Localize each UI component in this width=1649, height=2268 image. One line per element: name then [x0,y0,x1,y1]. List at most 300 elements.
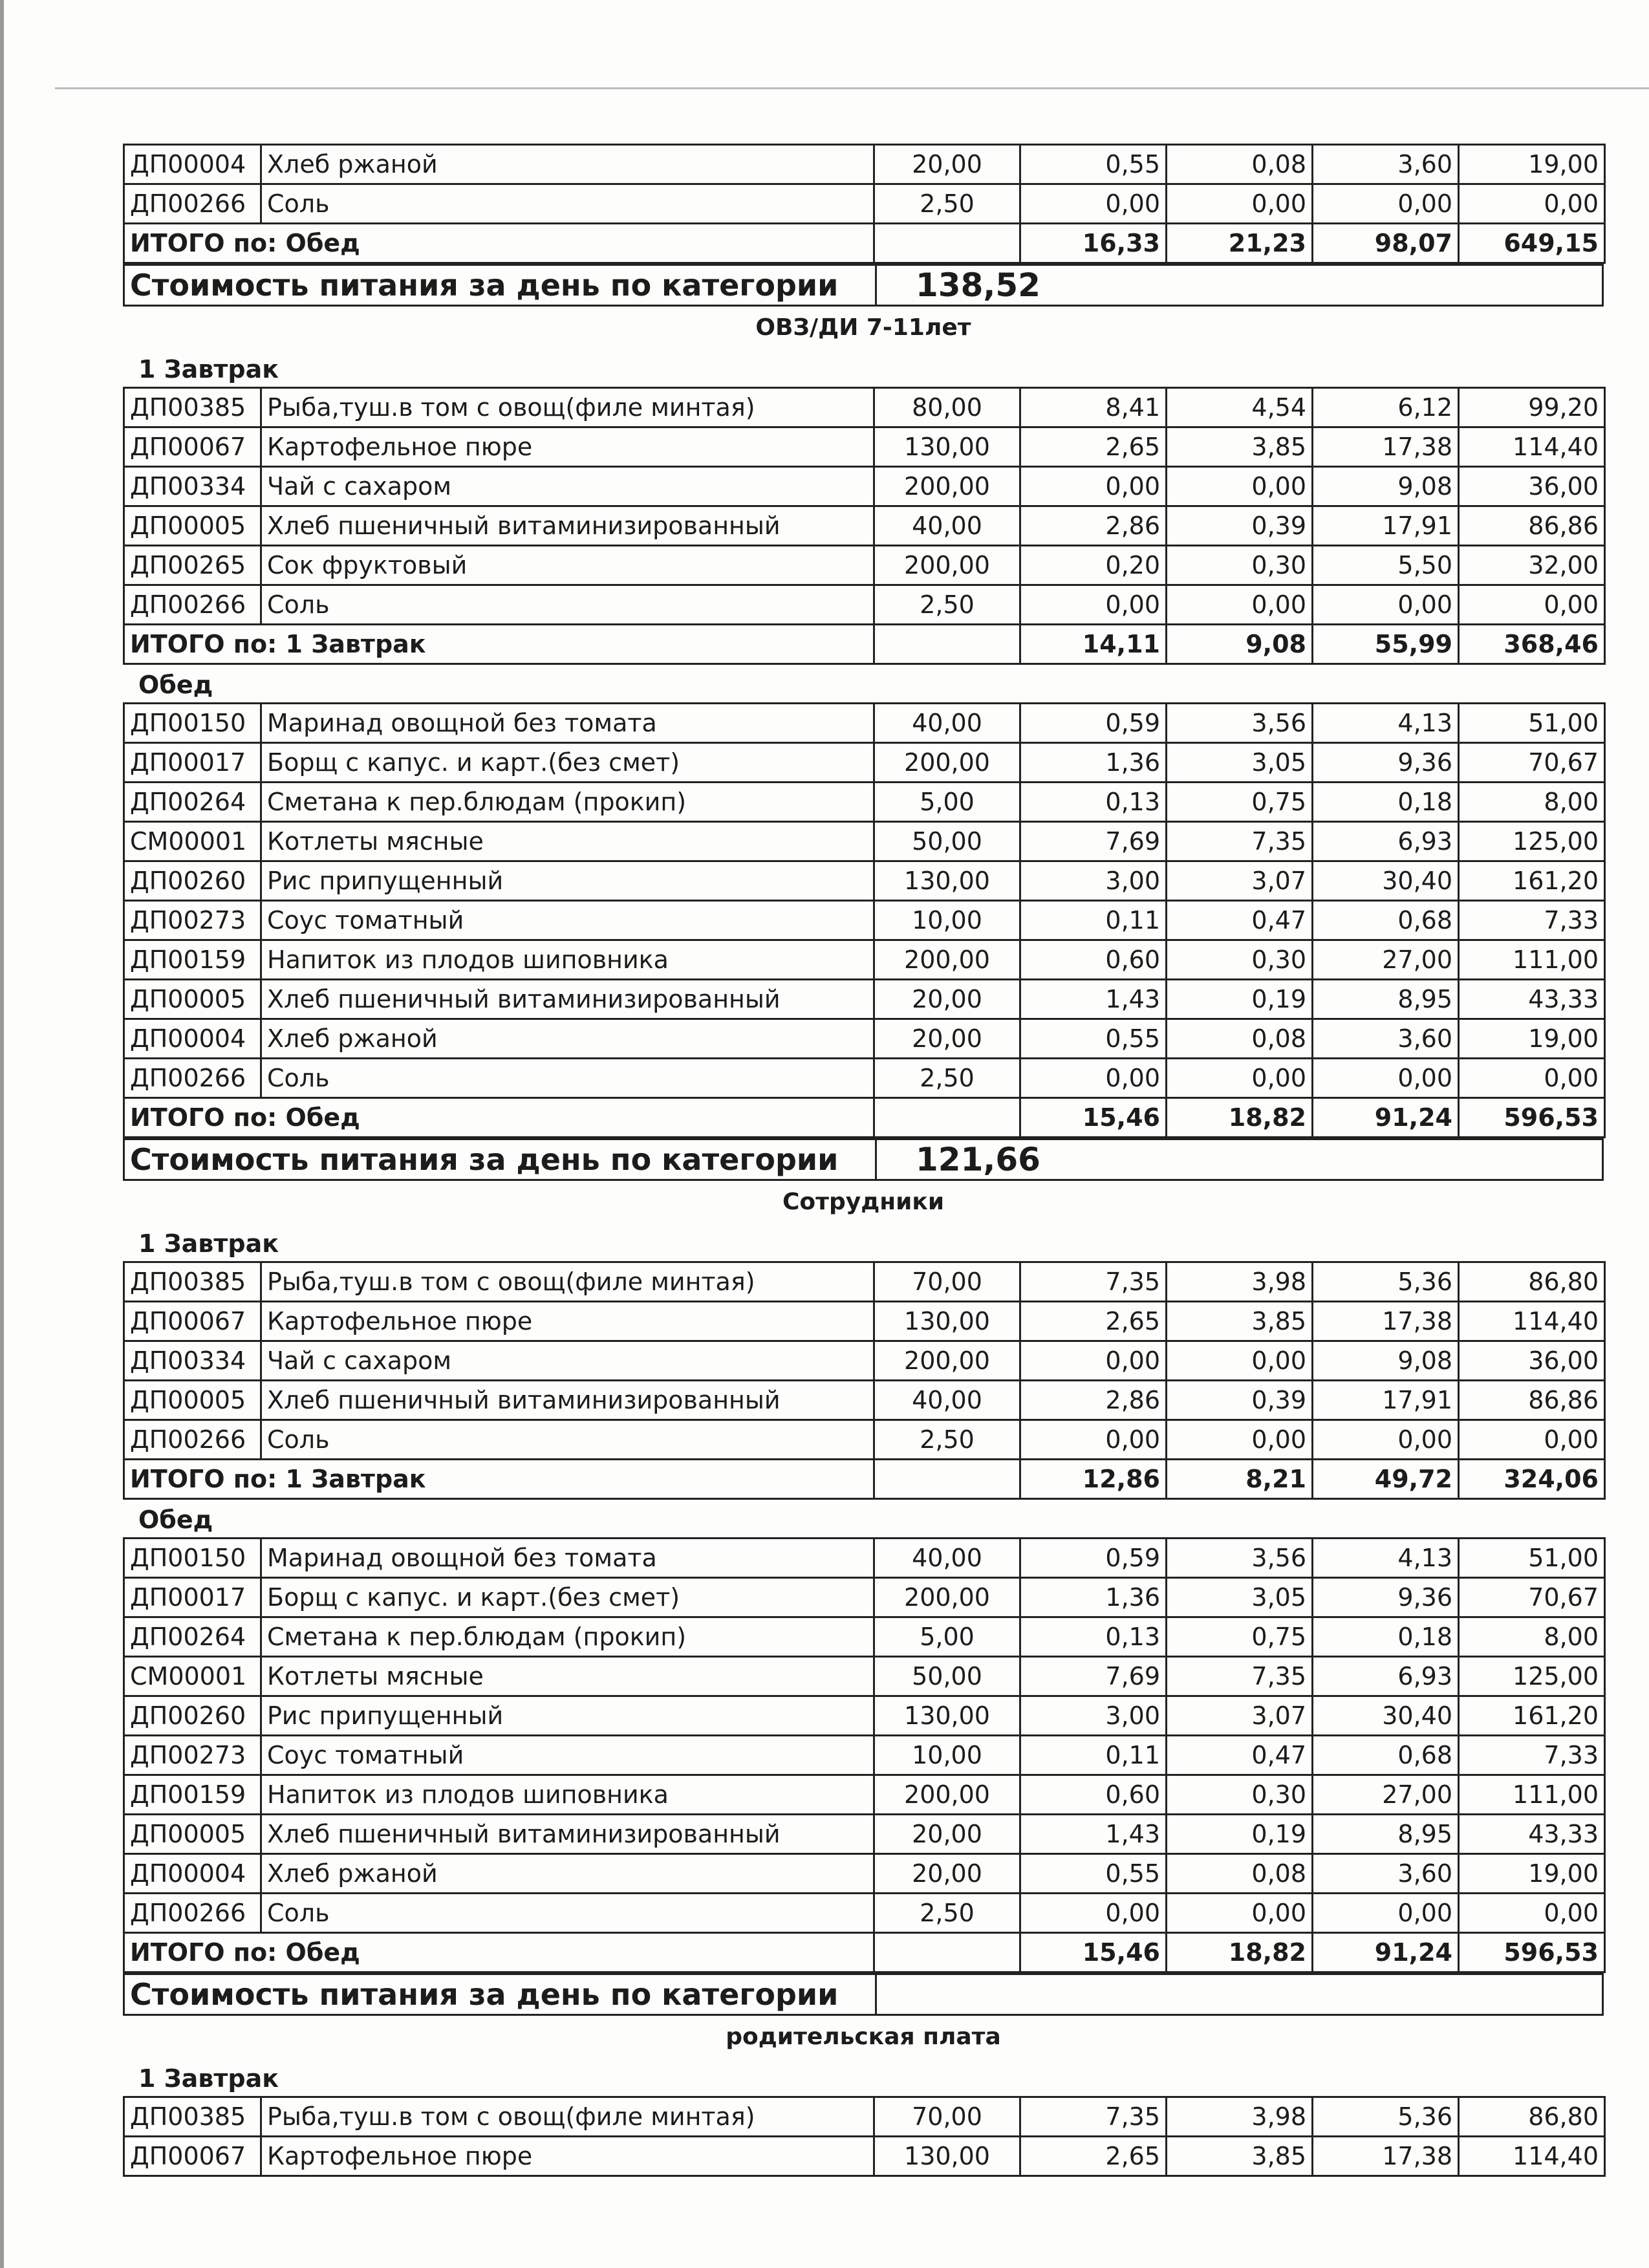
item-fats: 7,35 [1167,822,1313,861]
item-carbs: 0,00 [1313,1894,1459,1933]
item-calories: 19,00 [1459,1854,1605,1894]
item-quantity: 20,00 [874,980,1020,1019]
item-fats: 0,39 [1167,506,1313,546]
total-quantity-empty [874,1460,1020,1499]
item-name: Соль [261,1059,874,1098]
item-name: Соус томатный [261,1736,874,1775]
item-carbs: 3,60 [1313,145,1459,184]
item-proteins: 2,86 [1020,1381,1167,1420]
item-calories: 0,00 [1459,1420,1605,1460]
item-proteins: 2,86 [1020,506,1167,546]
total-proteins: 14,11 [1020,625,1167,664]
item-quantity: 40,00 [874,1539,1020,1578]
item-carbs: 9,08 [1313,467,1459,506]
item-calories: 114,40 [1459,427,1605,467]
day-cost-table [123,264,1604,307]
item-name: Картофельное пюре [261,427,874,467]
table-row [124,585,1605,625]
item-code: ДП00264 [124,1617,261,1657]
item-carbs: 5,50 [1313,546,1459,585]
item-quantity: 70,00 [874,2097,1020,2137]
item-fats: 0,00 [1167,184,1313,224]
table-row [124,704,1605,743]
item-fats: 0,75 [1167,1617,1313,1657]
item-code: ДП00266 [124,1420,261,1460]
table-row [124,1894,1605,1933]
item-code: ДП00266 [124,585,261,625]
item-calories: 51,00 [1459,1539,1605,1578]
item-code: ДП00334 [124,467,261,506]
item-code: ДП00005 [124,980,261,1019]
item-calories: 114,40 [1459,2137,1605,2176]
item-calories: 7,33 [1459,901,1605,940]
item-code: ДП00159 [124,940,261,980]
item-proteins: 0,55 [1020,1019,1167,1059]
table-row [124,1420,1605,1460]
total-fats: 9,08 [1167,625,1313,664]
item-quantity: 40,00 [874,1381,1020,1420]
category-title: ОВЗ/ДИ 7-11лет [755,314,971,341]
total-carbs: 91,24 [1313,1933,1459,1972]
item-calories: 86,80 [1459,1262,1605,1302]
item-code: ДП00067 [124,1302,261,1341]
table-row [124,940,1605,980]
item-fats: 0,00 [1167,467,1313,506]
item-fats: 3,98 [1167,1262,1313,1302]
total-carbs: 55,99 [1313,625,1459,664]
item-quantity: 200,00 [874,1341,1020,1381]
table-row [124,546,1605,585]
table-row [124,427,1605,467]
item-fats: 0,00 [1167,1059,1313,1098]
category-title: родительская плата [726,2024,1001,2050]
table-row [124,388,1605,427]
item-code: ДП00260 [124,1696,261,1736]
meal-title: 1 Завтрак [138,2064,279,2093]
table-row [124,1262,1605,1302]
item-calories: 86,86 [1459,506,1605,546]
item-name: Хлеб пшеничный витаминизированный [261,506,874,546]
day-cost-value [876,1974,1603,2015]
item-proteins: 0,00 [1020,467,1167,506]
item-proteins: 2,65 [1020,1302,1167,1341]
item-quantity: 10,00 [874,1736,1020,1775]
table-row [124,1815,1605,1854]
total-quantity-empty [874,1933,1020,1972]
table-row [124,184,1605,224]
item-code: СМ00001 [124,1657,261,1696]
item-fats: 3,85 [1167,427,1313,467]
item-proteins: 7,35 [1020,2097,1167,2137]
item-calories: 0,00 [1459,1059,1605,1098]
scan-edge [0,0,4,2268]
day-cost-table [123,1973,1604,2016]
table-row [124,1019,1605,1059]
item-proteins: 2,65 [1020,427,1167,467]
item-code: ДП00004 [124,1854,261,1894]
item-name: Рис припущенный [261,861,874,901]
table-row [124,1341,1605,1381]
total-row [124,625,1605,664]
meal-table [123,387,1606,665]
total-calories: 368,46 [1459,625,1605,664]
item-fats: 0,30 [1167,546,1313,585]
total-label: ИТОГО по: Обед [124,224,874,263]
item-carbs: 30,40 [1313,861,1459,901]
item-code: ДП00266 [124,184,261,224]
item-proteins: 1,36 [1020,1578,1167,1617]
item-code: ДП00004 [124,1019,261,1059]
total-proteins: 12,86 [1020,1460,1167,1499]
item-code: ДП00273 [124,901,261,940]
total-carbs: 91,24 [1313,1098,1459,1138]
item-quantity: 200,00 [874,743,1020,783]
item-name: Хлеб ржаной [261,1019,874,1059]
item-proteins: 8,41 [1020,388,1167,427]
day-cost-label: Стоимость питания за день по категории [124,1974,876,2015]
total-label: ИТОГО по: Обед [124,1933,874,1972]
item-fats: 0,30 [1167,1775,1313,1815]
item-carbs: 4,13 [1313,704,1459,743]
item-code: ДП00017 [124,1578,261,1617]
item-quantity: 130,00 [874,427,1020,467]
item-calories: 8,00 [1459,783,1605,822]
total-quantity-empty [874,1098,1020,1138]
total-calories: 324,06 [1459,1460,1605,1499]
item-name: Хлеб пшеничный витаминизированный [261,1381,874,1420]
item-code: ДП00334 [124,1341,261,1381]
item-carbs: 0,18 [1313,1617,1459,1657]
item-fats: 0,75 [1167,783,1313,822]
table-row [124,506,1605,546]
item-proteins: 0,20 [1020,546,1167,585]
item-quantity: 20,00 [874,1815,1020,1854]
item-code: ДП00260 [124,861,261,901]
item-proteins: 7,69 [1020,822,1167,861]
item-carbs: 30,40 [1313,1696,1459,1736]
item-quantity: 20,00 [874,1019,1020,1059]
meal-title: 1 Завтрак [138,1229,279,1258]
item-calories: 70,67 [1459,743,1605,783]
table-row [124,1578,1605,1617]
item-code: ДП00067 [124,427,261,467]
item-carbs: 6,12 [1313,388,1459,427]
table-row [124,1736,1605,1775]
day-cost-label: Стоимость питания за день по категории [124,1139,876,1180]
item-proteins: 0,59 [1020,1539,1167,1578]
day-cost-value: 138,52 [876,265,1603,306]
item-code: ДП00005 [124,1815,261,1854]
table-row [124,1696,1605,1736]
item-carbs: 0,68 [1313,901,1459,940]
item-code: ДП00266 [124,1894,261,1933]
item-code: ДП00385 [124,1262,261,1302]
total-fats: 8,21 [1167,1460,1313,1499]
item-carbs: 17,38 [1313,427,1459,467]
total-calories: 596,53 [1459,1933,1605,1972]
item-name: Сметана к пер.блюдам (прокип) [261,1617,874,1657]
item-quantity: 20,00 [874,1854,1020,1894]
item-fats: 3,07 [1167,1696,1313,1736]
item-quantity: 50,00 [874,822,1020,861]
item-fats: 3,07 [1167,861,1313,901]
item-carbs: 4,13 [1313,1539,1459,1578]
meal-table [123,1537,1606,1973]
table-row [124,861,1605,901]
item-proteins: 2,65 [1020,2137,1167,2176]
item-proteins: 0,55 [1020,1854,1167,1894]
item-proteins: 7,69 [1020,1657,1167,1696]
item-proteins: 1,36 [1020,743,1167,783]
item-calories: 125,00 [1459,822,1605,861]
item-code: ДП00385 [124,2097,261,2137]
item-quantity: 10,00 [874,901,1020,940]
item-carbs: 9,36 [1313,743,1459,783]
item-fats: 0,00 [1167,1894,1313,1933]
day-cost-label: Стоимость питания за день по категории [124,265,876,306]
item-calories: 0,00 [1459,184,1605,224]
item-name: Соль [261,1420,874,1460]
item-quantity: 130,00 [874,1696,1020,1736]
item-code: ДП00273 [124,1736,261,1775]
item-calories: 36,00 [1459,467,1605,506]
item-proteins: 1,43 [1020,980,1167,1019]
item-proteins: 0,59 [1020,704,1167,743]
item-calories: 43,33 [1459,1815,1605,1854]
item-fats: 0,47 [1167,901,1313,940]
menu-document [123,144,1604,2177]
total-row [124,1933,1605,1972]
item-fats: 0,00 [1167,1341,1313,1381]
item-calories: 161,20 [1459,861,1605,901]
item-fats: 0,39 [1167,1381,1313,1420]
item-quantity: 5,00 [874,783,1020,822]
meal-title: Обед [138,1506,213,1534]
total-row [124,1460,1605,1499]
item-name: Напиток из плодов шиповника [261,940,874,980]
meal-title: 1 Завтрак [138,355,279,383]
item-proteins: 0,13 [1020,783,1167,822]
item-code: ДП00266 [124,1059,261,1098]
table-row [124,743,1605,783]
total-row [124,224,1605,263]
item-name: Хлеб пшеничный витаминизированный [261,1815,874,1854]
item-carbs: 0,00 [1313,585,1459,625]
item-code: ДП00017 [124,743,261,783]
item-calories: 19,00 [1459,1019,1605,1059]
item-calories: 51,00 [1459,704,1605,743]
table-row [124,1302,1605,1341]
item-quantity: 200,00 [874,940,1020,980]
item-calories: 99,20 [1459,388,1605,427]
item-fats: 7,35 [1167,1657,1313,1696]
item-quantity: 5,00 [874,1617,1020,1657]
item-code: ДП00385 [124,388,261,427]
item-name: Котлеты мясные [261,1657,874,1696]
item-name: Соль [261,585,874,625]
table-row [124,2097,1605,2137]
item-fats: 3,05 [1167,1578,1313,1617]
item-carbs: 0,18 [1313,783,1459,822]
item-quantity: 80,00 [874,388,1020,427]
item-carbs: 3,60 [1313,1019,1459,1059]
item-calories: 125,00 [1459,1657,1605,1696]
item-name: Борщ с капус. и карт.(без смет) [261,1578,874,1617]
item-code: ДП00067 [124,2137,261,2176]
item-calories: 111,00 [1459,940,1605,980]
item-fats: 0,19 [1167,1815,1313,1854]
item-fats: 3,56 [1167,704,1313,743]
item-name: Чай с сахаром [261,467,874,506]
item-carbs: 17,91 [1313,1381,1459,1420]
table-row [124,901,1605,940]
item-name: Котлеты мясные [261,822,874,861]
item-quantity: 200,00 [874,1578,1020,1617]
item-calories: 111,00 [1459,1775,1605,1815]
item-name: Картофельное пюре [261,2137,874,2176]
item-name: Соль [261,184,874,224]
item-proteins: 0,60 [1020,940,1167,980]
table-row [124,1539,1605,1578]
item-calories: 0,00 [1459,585,1605,625]
item-name: Напиток из плодов шиповника [261,1775,874,1815]
item-name: Сок фруктовый [261,546,874,585]
table-row [124,1657,1605,1696]
item-quantity: 200,00 [874,467,1020,506]
item-carbs: 5,36 [1313,1262,1459,1302]
total-proteins: 15,46 [1020,1098,1167,1138]
item-calories: 114,40 [1459,1302,1605,1341]
item-name: Чай с сахаром [261,1341,874,1381]
total-carbs: 49,72 [1313,1460,1459,1499]
item-name: Рыба,туш.в том с овощ(филе минтая) [261,388,874,427]
item-quantity: 40,00 [874,506,1020,546]
table-row [124,822,1605,861]
total-fats: 18,82 [1167,1933,1313,1972]
table-row [124,980,1605,1019]
item-proteins: 3,00 [1020,1696,1167,1736]
item-carbs: 27,00 [1313,1775,1459,1815]
item-proteins: 0,13 [1020,1617,1167,1657]
item-carbs: 0,00 [1313,1059,1459,1098]
item-fats: 3,05 [1167,743,1313,783]
table-row [124,145,1605,184]
table-row [124,1059,1605,1098]
item-calories: 86,86 [1459,1381,1605,1420]
item-fats: 0,00 [1167,585,1313,625]
total-calories: 649,15 [1459,224,1605,263]
total-label: ИТОГО по: 1 Завтрак [124,625,874,664]
item-carbs: 17,38 [1313,1302,1459,1341]
item-fats: 0,08 [1167,1854,1313,1894]
item-quantity: 20,00 [874,145,1020,184]
item-fats: 0,30 [1167,940,1313,980]
item-calories: 43,33 [1459,980,1605,1019]
item-quantity: 40,00 [874,704,1020,743]
day-cost-table [123,1138,1604,1181]
table-row [124,1381,1605,1420]
item-fats: 0,47 [1167,1736,1313,1775]
item-quantity: 2,50 [874,1894,1020,1933]
scan-artifact-line [55,87,1649,89]
item-name: Хлеб пшеничный витаминизированный [261,980,874,1019]
table-row [124,783,1605,822]
item-code: ДП00005 [124,506,261,546]
item-name: Хлеб ржаной [261,1854,874,1894]
item-proteins: 7,35 [1020,1262,1167,1302]
total-proteins: 15,46 [1020,1933,1167,1972]
item-quantity: 200,00 [874,1775,1020,1815]
meal-table [123,702,1606,1138]
item-fats: 3,56 [1167,1539,1313,1578]
item-quantity: 130,00 [874,1302,1020,1341]
total-calories: 596,53 [1459,1098,1605,1138]
item-proteins: 0,55 [1020,145,1167,184]
meal-table [123,1261,1606,1500]
item-name: Картофельное пюре [261,1302,874,1341]
total-row [124,1098,1605,1138]
day-cost-value: 121,66 [876,1139,1603,1180]
item-proteins: 0,11 [1020,901,1167,940]
table-row [124,2137,1605,2176]
item-proteins: 0,11 [1020,1736,1167,1775]
item-carbs: 6,93 [1313,1657,1459,1696]
item-name: Борщ с капус. и карт.(без смет) [261,743,874,783]
item-calories: 32,00 [1459,546,1605,585]
item-code: ДП00264 [124,783,261,822]
item-carbs: 9,08 [1313,1341,1459,1381]
item-quantity: 50,00 [874,1657,1020,1696]
item-quantity: 70,00 [874,1262,1020,1302]
item-quantity: 2,50 [874,585,1020,625]
top-lunch-table [123,144,1606,264]
table-row [124,1775,1605,1815]
item-carbs: 5,36 [1313,2097,1459,2137]
total-quantity-empty [874,224,1020,263]
total-carbs: 98,07 [1313,224,1459,263]
item-carbs: 17,38 [1313,2137,1459,2176]
item-name: Рис припущенный [261,1696,874,1736]
item-carbs: 0,00 [1313,184,1459,224]
item-quantity: 130,00 [874,2137,1020,2176]
item-proteins: 0,00 [1020,585,1167,625]
item-quantity: 2,50 [874,1420,1020,1460]
item-fats: 0,00 [1167,1420,1313,1460]
total-proteins: 16,33 [1020,224,1167,263]
item-carbs: 0,68 [1313,1736,1459,1775]
item-proteins: 0,00 [1020,1894,1167,1933]
item-calories: 0,00 [1459,1894,1605,1933]
total-label: ИТОГО по: Обед [124,1098,874,1138]
table-row [124,1854,1605,1894]
item-code: ДП00150 [124,704,261,743]
meal-title: Обед [138,671,213,699]
item-carbs: 8,95 [1313,980,1459,1019]
item-calories: 36,00 [1459,1341,1605,1381]
item-calories: 8,00 [1459,1617,1605,1657]
item-code: СМ00001 [124,822,261,861]
item-name: Хлеб ржаной [261,145,874,184]
item-carbs: 9,36 [1313,1578,1459,1617]
item-name: Соус томатный [261,901,874,940]
item-proteins: 1,43 [1020,1815,1167,1854]
item-fats: 4,54 [1167,388,1313,427]
item-fats: 3,85 [1167,2137,1313,2176]
item-proteins: 0,00 [1020,1059,1167,1098]
item-proteins: 0,00 [1020,1420,1167,1460]
item-calories: 7,33 [1459,1736,1605,1775]
table-row [124,467,1605,506]
